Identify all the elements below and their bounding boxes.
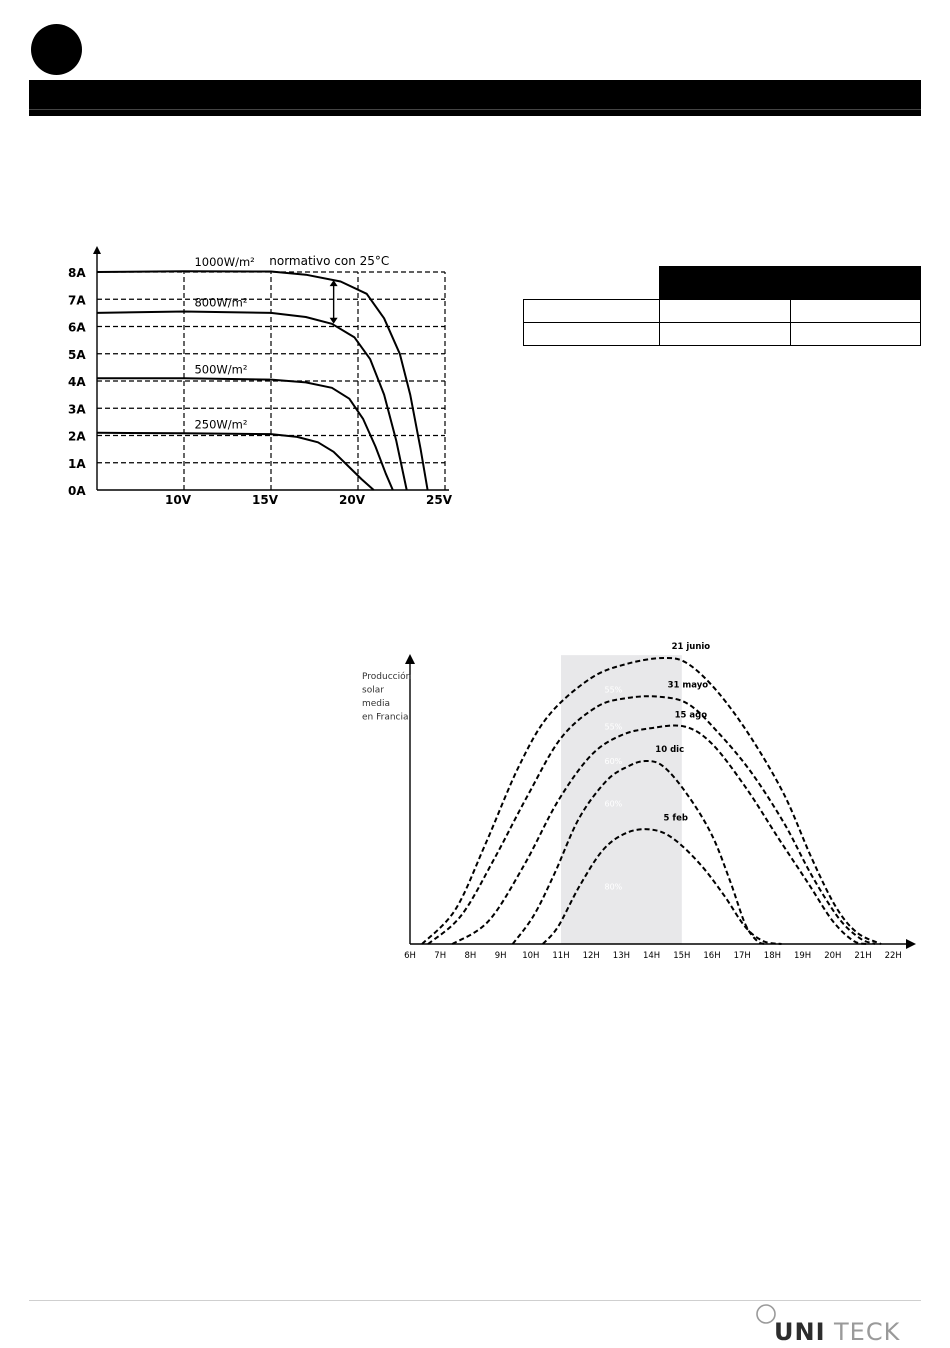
x-tick-label: 10V xyxy=(165,493,191,507)
x-tick-label: 22H xyxy=(884,951,902,961)
percentage-label: 55% xyxy=(604,722,623,732)
y-axis-label: en Francia xyxy=(362,712,409,723)
curve-label: 500W/m² xyxy=(194,362,248,377)
svg-text:TECK: TECK xyxy=(834,1318,901,1346)
svg-text:UNI: UNI xyxy=(774,1318,826,1346)
y-axis-arrow xyxy=(405,654,415,664)
y-axis-label: Producción xyxy=(362,672,412,682)
curve-date-label: 15 ago xyxy=(674,710,708,721)
x-tick-label: 7H xyxy=(434,951,447,961)
annotation-label: normativo con 25°C xyxy=(269,254,390,268)
spec-table-cell xyxy=(659,300,790,323)
spec-table-row xyxy=(524,300,921,323)
spec-table-cell xyxy=(659,323,790,346)
iv-curve-chart xyxy=(60,240,470,515)
x-tick-label: 12H xyxy=(582,951,600,961)
x-tick-label: 13H xyxy=(612,951,631,961)
curve-date-label: 10 dic xyxy=(655,744,685,755)
spec-table-header-col-2 xyxy=(790,267,920,300)
spec-table-cell xyxy=(790,300,920,323)
percentage-label: 55% xyxy=(604,685,623,695)
spec-table-header-row xyxy=(524,267,921,300)
y-tick-label: 6A xyxy=(68,320,86,335)
x-tick-label: 16H xyxy=(703,951,721,961)
x-axis-arrow xyxy=(906,939,916,949)
spec-table-cell xyxy=(524,300,660,323)
x-tick-label: 19H xyxy=(793,951,812,961)
iv-curve xyxy=(97,433,374,490)
curve-label: 800W/m² xyxy=(194,295,248,310)
spec-table xyxy=(523,266,921,346)
y-tick-label: 2A xyxy=(68,429,86,444)
curve-date-label: 21 junio xyxy=(671,642,711,652)
x-tick-label: 11H xyxy=(552,951,570,961)
x-tick-label: 15H xyxy=(673,951,691,961)
y-tick-label: 3A xyxy=(68,402,86,417)
y-tick-label: 5A xyxy=(68,347,86,362)
x-tick-label: 15V xyxy=(252,493,278,507)
x-tick-label: 8H xyxy=(464,951,477,961)
x-tick-label: 20H xyxy=(824,951,842,961)
x-tick-label: 9H xyxy=(494,951,507,961)
y-tick-label: 8A xyxy=(68,266,86,280)
y-tick-label: 0A xyxy=(68,484,86,498)
curve-label: 250W/m² xyxy=(194,417,248,432)
solar-production-chart xyxy=(350,630,925,965)
spec-table-header-blank xyxy=(524,267,660,300)
x-tick-label: 21H xyxy=(854,951,872,961)
uniteck-logo xyxy=(752,1300,922,1348)
percentage-label: 80% xyxy=(604,882,623,892)
x-tick-label: 18H xyxy=(763,951,782,961)
spec-table-cell xyxy=(524,323,660,346)
curve-date-label: 5 feb xyxy=(663,813,688,824)
spec-table-row xyxy=(524,323,921,346)
curve-date-label: 31 mayo xyxy=(667,680,709,691)
y-tick-label: 4A xyxy=(68,375,86,389)
x-tick-label: 6H xyxy=(404,951,416,961)
x-tick-label: 25V xyxy=(426,493,452,507)
x-tick-label: 17H xyxy=(733,951,751,961)
y-axis-label: solar xyxy=(362,685,384,696)
header-bar xyxy=(29,80,921,116)
y-tick-label: 7A xyxy=(68,293,86,308)
x-tick-label: 10H xyxy=(522,951,540,961)
y-axis-label: media xyxy=(362,699,391,709)
y-tick-label: 1A xyxy=(68,456,86,471)
x-tick-label: 20V xyxy=(339,493,365,507)
section-marker-circle xyxy=(31,24,82,75)
percentage-label: 60% xyxy=(604,756,623,766)
y-axis-arrow xyxy=(93,246,101,254)
percentage-label: 60% xyxy=(604,799,623,809)
spec-table-cell xyxy=(790,323,920,346)
x-tick-label: 14H xyxy=(642,951,661,961)
curve-label: 1000W/m² xyxy=(194,255,255,270)
spec-table-header-col-1 xyxy=(659,267,790,300)
